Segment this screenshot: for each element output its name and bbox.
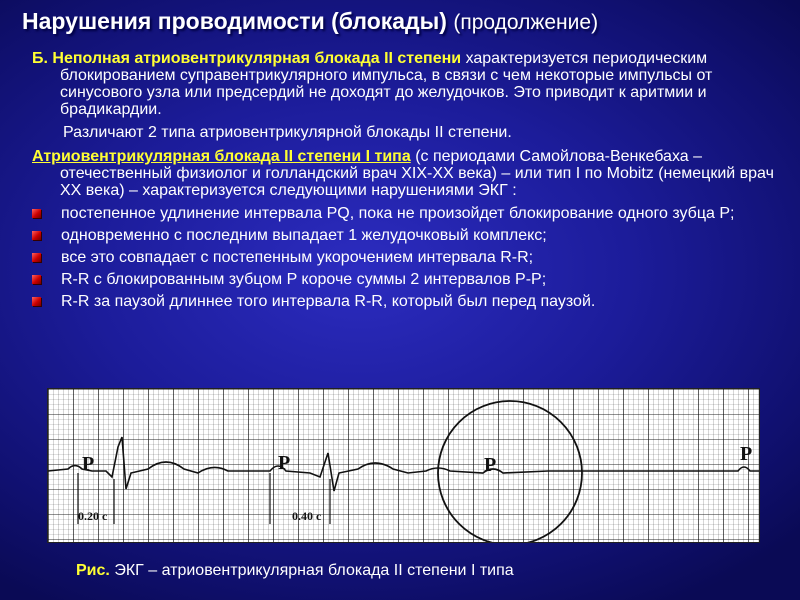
bullet-text: все это совпадает с постепенным укорочением интервала R-R; <box>61 249 534 266</box>
ecg-trace <box>48 437 760 491</box>
bullet-square-icon <box>32 231 41 240</box>
section-b-heading: Б. Неполная атриовентрикулярная блокада II степени <box>32 50 462 67</box>
bullet-list <box>32 205 784 310</box>
types-line: Различают 2 типа атриовентрикулярной блокады II степени. <box>63 124 512 141</box>
caption-prefix: Рис. <box>76 562 110 579</box>
caption-text: ЭКГ – атриовентрикулярная блокада II степени I типа <box>114 562 514 579</box>
type1-text: (с периодами Самойлова-Венкебаха – отечественный физиолог и голландский врач XIX-XX века) – или тип I по Mobitz (немецкий врач XX века) – характеризуется следующими нарушениями ЭКГ : <box>60 148 774 199</box>
slide-title <box>22 8 792 35</box>
title-main: Нарушения проводимости (блокады) <box>22 8 447 34</box>
bullet-text: R-R с блокированным зубцом P короче суммы 2 интервалов P-P; <box>61 271 547 288</box>
bullet-square-icon <box>32 253 41 262</box>
interval-label: 0.20 с <box>78 509 108 523</box>
type1-heading: Атриовентрикулярная блокада II степени I типа <box>32 148 411 165</box>
bullet-square-icon <box>32 275 41 284</box>
bullet-item <box>32 227 784 244</box>
figure-caption <box>76 562 514 580</box>
bullet-square-icon <box>32 209 41 218</box>
ecg-figure <box>47 388 760 543</box>
interval-label: 0.40 с <box>292 509 322 523</box>
bullet-item <box>32 249 784 266</box>
p-label: P <box>82 453 95 475</box>
content <box>32 50 784 315</box>
bullet-item <box>32 293 784 310</box>
bullet-text: R-R за паузой длиннее того интервала R-R, который был перед паузой. <box>61 293 596 310</box>
bullet-item <box>32 205 784 222</box>
section-b-paragraph <box>32 50 784 118</box>
type1-paragraph <box>32 148 784 199</box>
title-sub: (продолжение) <box>453 11 599 34</box>
bullet-square-icon <box>32 297 41 306</box>
ecg-svg <box>48 389 760 543</box>
bullet-item <box>32 271 784 288</box>
p-label: P <box>740 443 753 465</box>
p-label: P <box>484 454 497 476</box>
bullet-text: одновременно с последним выпадает 1 желудочковый комплекс; <box>61 227 547 244</box>
p-label: P <box>278 452 291 474</box>
bullet-text: постепенное удлинение интервала PQ, пока не произойдет блокирование одного зубца P; <box>61 205 735 222</box>
section-b-text: характеризуется периодическим блокированием суправентрикулярного импульса, в связи с чем некоторые импульсы от синусового узла или предсердий не доходят до желудочков. Это приводит к аритмии и брадикардии. <box>60 50 713 118</box>
